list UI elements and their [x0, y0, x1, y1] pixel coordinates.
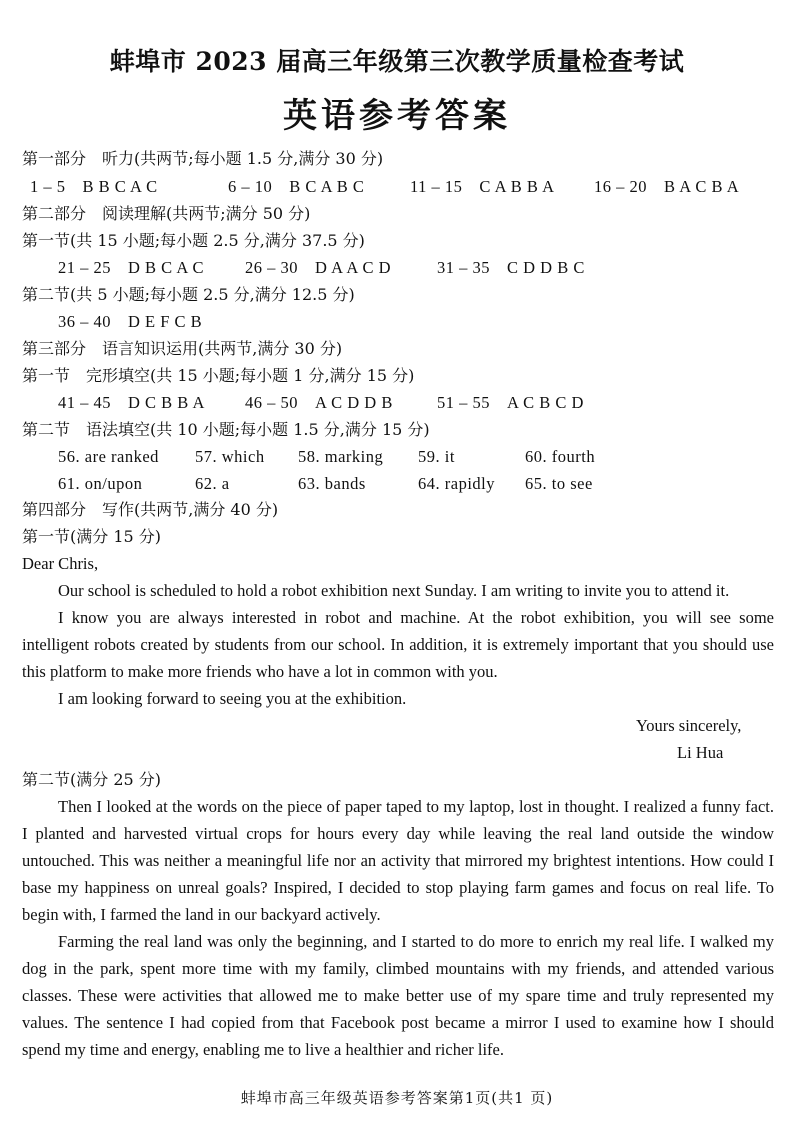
grammar-answer: 63. bands: [298, 474, 366, 493]
grammar-answer: 62. a: [195, 474, 230, 493]
answer-group: 6 – 10 B C A B C: [228, 177, 365, 196]
part4-section2-heading: 第二节(满分 25 分): [22, 770, 162, 789]
grammar-answer: 60. fourth: [525, 447, 596, 466]
grammar-answer: 58. marking: [298, 447, 384, 466]
letter-signature: Li Hua: [677, 743, 724, 762]
letter-paragraph: I am looking forward to seeing you at the exhibition.: [58, 689, 407, 708]
answer-group: 36 – 40 D E F C B: [58, 312, 203, 331]
answer-group: 41 – 45 D C B B A: [58, 393, 205, 412]
answer-group: 26 – 30 D A A C D: [245, 258, 392, 277]
part3-section1-heading: 第一节 完形填空(共 15 小题;每小题 1 分,满分 15 分): [22, 366, 415, 385]
part2-heading: 第二部分 阅读理解(共两节;满分 50 分): [22, 204, 311, 223]
page-footer: 蚌埠市高三年级英语参考答案第1页(共1 页): [240, 1089, 554, 1107]
grammar-answer: 57. which: [195, 447, 265, 466]
answer-group: 16 – 20 B A C B A: [594, 177, 740, 196]
answer-group: 51 – 55 A C B C D: [437, 393, 584, 412]
essay-paragraph: Then I looked at the words on the piece of paper taped to my laptop, lost in thought. I realized a funny fact. I planted and harvested virtual crops for hours every day while leaving the real land outside the window untouched. This was neither a meaningful life nor an activity that mirrored my brightest intentions. How could I base my happiness on unreal goals? Inspired, I decided to stop playing farm games and focus on real life. To begin with, I farmed the land in our backyard actively.: [22, 797, 774, 924]
answer-group: 46 – 50 A C D D B: [245, 393, 393, 412]
part4-heading: 第四部分 写作(共两节,满分 40 分): [22, 500, 279, 519]
part3-section2-heading: 第二节 语法填空(共 10 小题;每小题 1.5 分,满分 15 分): [22, 420, 430, 439]
essay-paragraph: Farming the real land was only the beginning, and I started to do more to enrich my real life. I walked my dog in the park, spent more time with my family, climbed mountains with my friends, and attended various classes. These were activities that allowed me to make better use of my spare time and truly represented my values. The sentence I had copied from that Facebook post became a mirror I used to examine how I should spend my time and energy, enabling me to live a healthier and richer life.: [22, 932, 774, 1059]
grammar-answer: 65. to see: [525, 474, 593, 493]
letter-paragraph: Our school is scheduled to hold a robot exhibition next Sunday. I am writing to invite you to attend it.: [58, 581, 730, 600]
grammar-answer: 59. it: [418, 447, 455, 466]
grammar-answer: 64. rapidly: [418, 474, 495, 493]
part4-section1-heading: 第一节(满分 15 分): [22, 527, 162, 546]
letter-greeting: Dear Chris,: [22, 554, 99, 573]
answer-group: 11 – 15 C A B B A: [410, 177, 555, 196]
answer-key-title: 英语参考答案: [283, 96, 511, 136]
part1-heading: 第一部分 听力(共两节;每小题 1.5 分,满分 30 分): [22, 149, 384, 168]
part3-heading: 第三部分 语言知识运用(共两节,满分 30 分): [22, 339, 343, 358]
grammar-answer: 61. on/upon: [58, 474, 143, 493]
part2-section2-heading: 第二节(共 5 小题;每小题 2.5 分,满分 12.5 分): [22, 285, 355, 304]
grammar-answer: 56. are ranked: [58, 447, 159, 466]
exam-title: 蚌埠市 2023 届高三年级第三次教学质量检查考试: [109, 47, 685, 76]
letter-paragraph: I know you are always interested in robot and machine. At the robot exhibition, you will see some intelligent robots created by students from our school. In addition, it is extremely important that you should use this platform to make more friends who have a lot in common with you.: [22, 608, 774, 681]
answer-group: 1 – 5 B B C A C: [30, 177, 158, 196]
answer-group: 21 – 25 D B C A C: [58, 258, 205, 277]
answer-group: 31 – 35 C D D B C: [437, 258, 585, 277]
letter-closing: Yours sincerely,: [636, 716, 742, 735]
part2-section1-heading: 第一节(共 15 小题;每小题 2.5 分,满分 37.5 分): [22, 231, 365, 250]
